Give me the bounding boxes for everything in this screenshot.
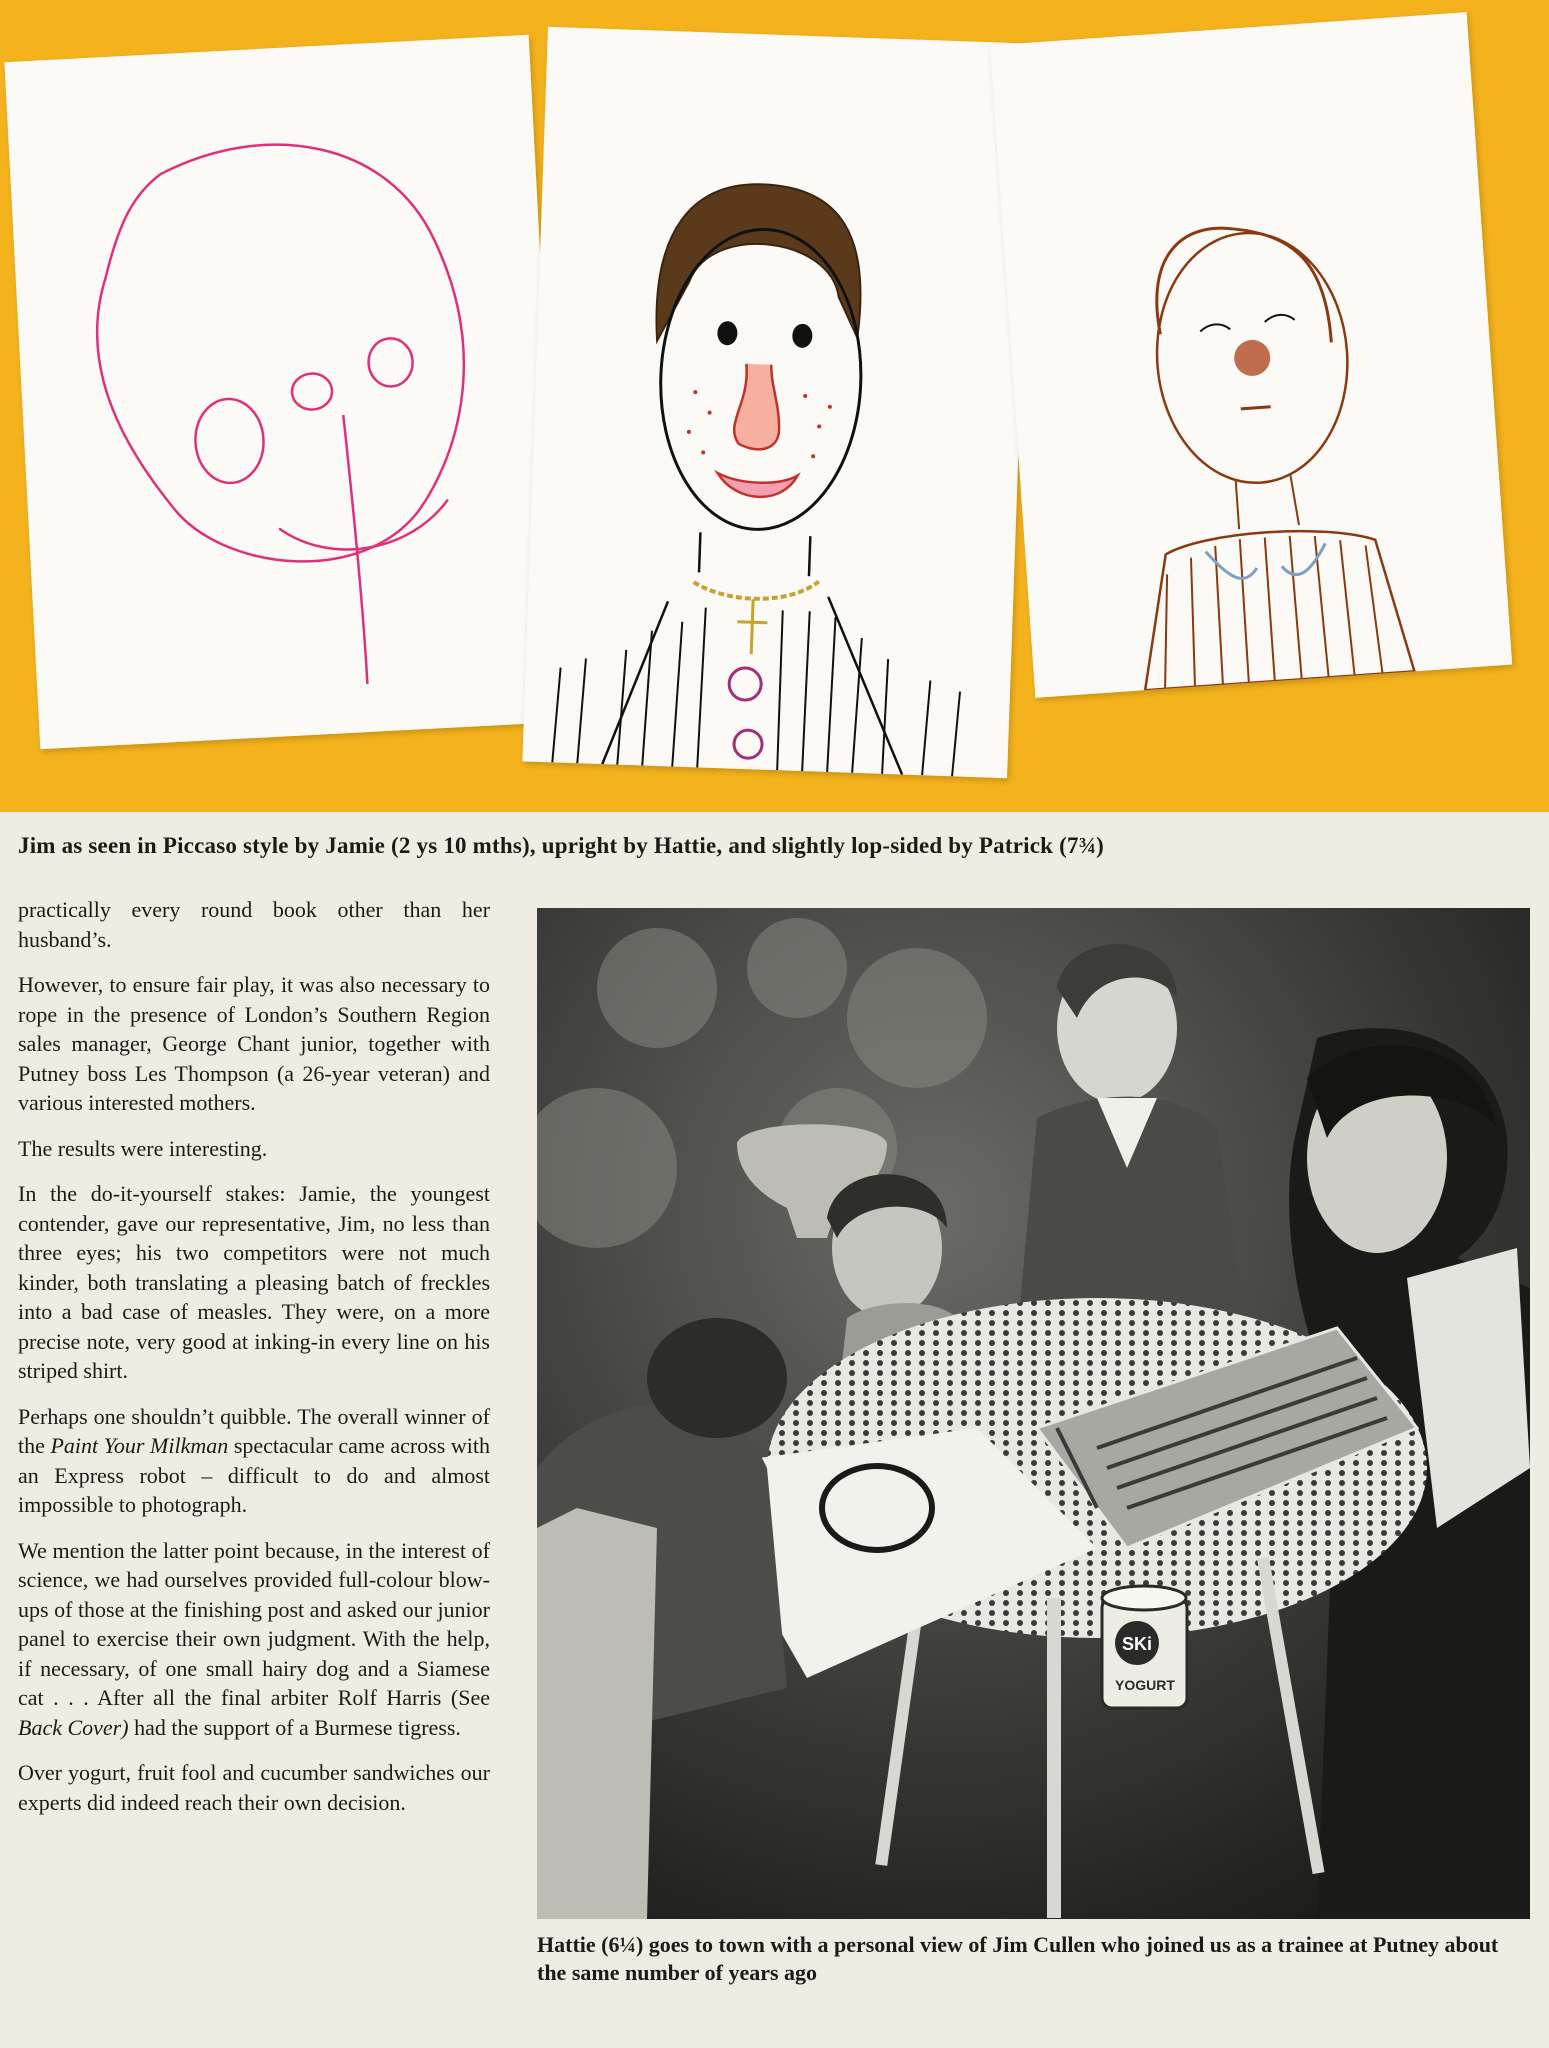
photo-scene [537,908,1530,1919]
article-paragraph-2: However, to ensure fair play, it was also necessary to rope in the presence of London’s Southern Region sales manager, George Chant junior, together with Putney boss Les Thompson (a 26-year veteran) and various interested mothers. [18,972,490,1115]
paragraph-6-text-b: had the support of a Burmese tigress. [128,1714,461,1740]
article-paragraph-7: Over yogurt, fruit fool and cucumber sandwiches our experts did indeed reach their own decision. [18,1760,490,1815]
article-paragraph-3: The results were interesting. [18,1135,268,1161]
drawing-patrick [990,12,1512,698]
drawings-caption: Jim as seen in Piccaso style by Jamie (2 ys 10 mths), upright by Hattie, and slightly lop-sided by Patrick (7¾) [18,833,1104,858]
article-column [18,895,490,1833]
paragraph-6-italic-ref: Back Cover) [18,1714,129,1740]
paragraph-5-text-a: Perhaps one shouldn’t quibble. The overall winner of the [18,1403,490,1458]
article-paragraph-6 [18,1536,490,1743]
drawing-hattie [522,27,1032,778]
garden-table-photo [537,908,1530,1919]
drawings-banner [0,0,1549,812]
drawing-jamie [4,35,564,750]
photo-caption: Hattie (6¼) goes to town with a personal view of Jim Cullen who joined us as a trainee at Putney about the same number of years ago [537,1932,1499,1985]
paragraph-5-italic-title: Paint Your Milkman [50,1433,229,1458]
paragraph-5-text-b: spectacular came across with an Express robot – difficult to do and almost impossible to photograph. [18,1433,490,1517]
article-paragraph-4: In the do-it-yourself stakes: Jamie, the youngest contender, gave our representative, Jim, no less than three eyes; his two competitors were not much kinder, both translating a pleasing batch of freckles into a bad case of measles. They were, on a more precise note, very good at inking-in every line on his striped shirt. [18,1181,490,1383]
article-paragraph-5 [18,1402,490,1520]
article-paragraph-1: practically every round book other than her husband’s. [18,897,490,952]
hattie-face-sketch [522,27,1032,778]
yogurt-type-label: YOGURT [1115,1677,1175,1693]
patrick-face-sketch [990,12,1512,698]
yogurt-brand-label: SKi [1121,1634,1153,1654]
paragraph-6-text-a: We mention the latter point because, in the interest of science, we had ourselves provided full-colour blow-ups of those at the finishing post and asked our junior panel to exercise their own judgment. With the help, if necessary, of one small hairy dog and a Siamese cat . . . After all the final arbiter Rolf Harris (See [18,1537,490,1710]
jamie-face-sketch [4,35,564,750]
